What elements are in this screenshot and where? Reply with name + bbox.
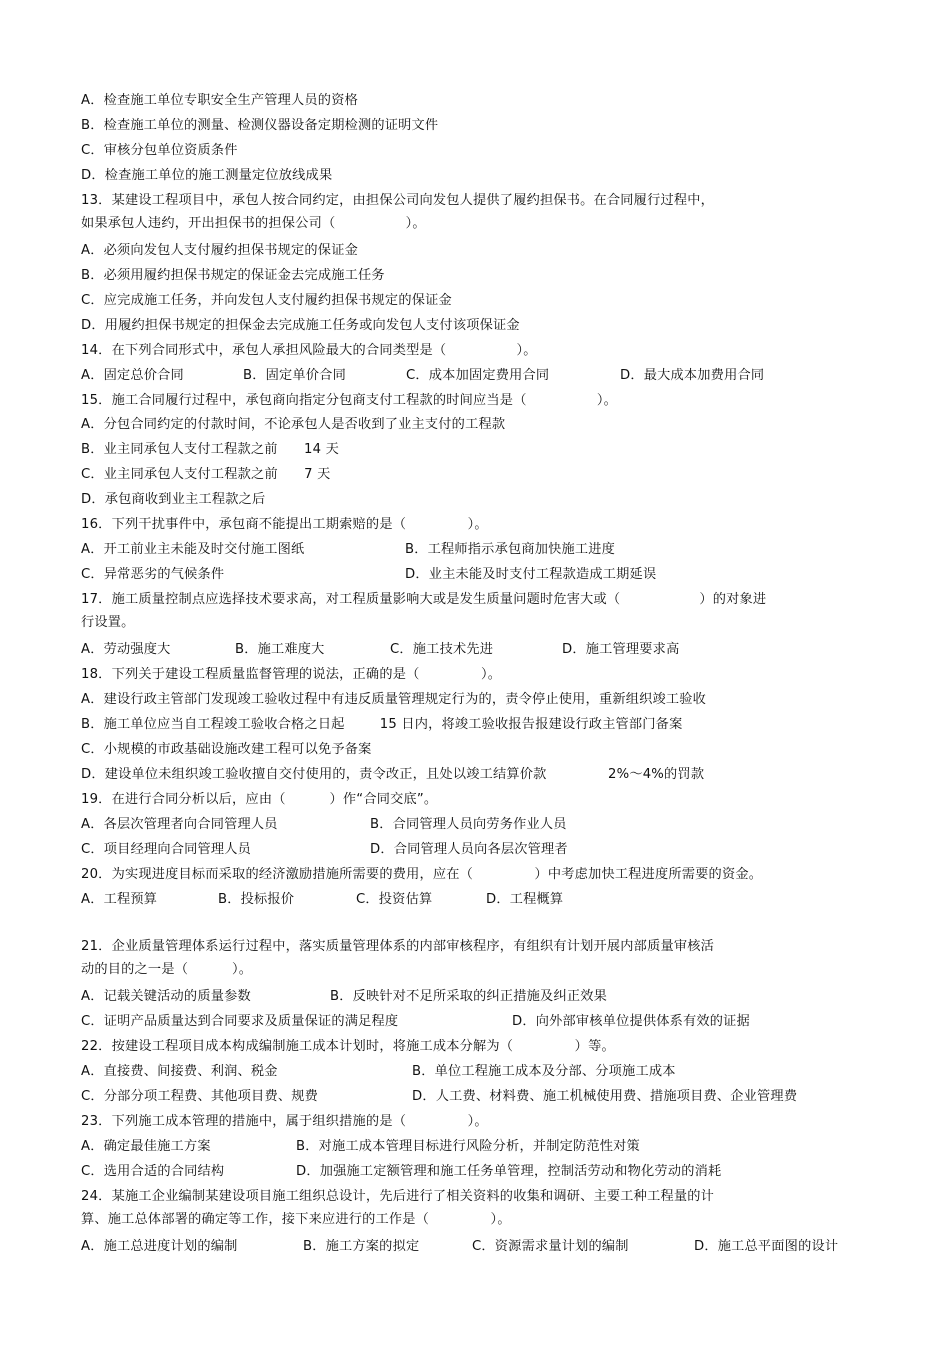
option-line: B．施工单位应当自工程竣工验收合格之日起 15 日内，将竣工验收报告报建设行政主管部门备案 <box>81 717 683 732</box>
q17-option-a: A．劳动强度大 <box>81 642 171 657</box>
q22-option-d: D．人工费、材料费、施工机械使用费、措施项目费、企业管理费 <box>412 1089 798 1104</box>
question-19-stem: 19．在进行合同分析以后，应由（ ）作“合同交底”。 <box>81 792 438 807</box>
q21-option-c: C．证明产品质量达到合同要求及质量保证的满足程度 <box>81 1014 399 1029</box>
question-13-stem-cont: 如果承包人违约，开出担保书的担保公司（ ）。 <box>81 216 426 231</box>
option-line: D．用履约担保书规定的担保金去完成施工任务或向发包人支付该项保证金 <box>81 318 520 333</box>
q20-option-a: A．工程预算 <box>81 892 158 907</box>
question-21-stem-cont: 动的目的之一是（ ）。 <box>81 962 253 977</box>
q24-option-c: C．资源需求量计划的编制 <box>472 1239 629 1254</box>
q22-option-a: A．直接费、间接费、利润、税金 <box>81 1064 278 1079</box>
q21-option-a: A．记载关键活动的质量参数 <box>81 989 251 1004</box>
option-line: B．检查施工单位的测量、检测仪器设备定期检测的证明文件 <box>81 118 439 133</box>
q23-option-d: D．加强施工定额管理和施工任务单管理，控制活劳动和物化劳动的消耗 <box>296 1164 722 1179</box>
question-20-stem: 20．为实现进度目标而采取的经济激励措施所需要的费用，应在（ ）中考虑加快工程进度所需要的资金。 <box>81 867 763 882</box>
q23-option-b: B．对施工成本管理目标进行风险分析，并制定防范性对策 <box>296 1139 640 1154</box>
q17-option-c: C．施工技术先进 <box>390 642 494 657</box>
q14-option-c: C．成本加固定费用合同 <box>406 368 550 383</box>
question-15-stem: 15．施工合同履行过程中，承包商向指定分包商支付工程款的时间应当是（ ）。 <box>81 393 618 408</box>
q22-option-c: C．分部分项工程费、其他项目费、规费 <box>81 1089 318 1104</box>
question-13-stem: 13．某建设工程项目中，承包人按合同约定，由担保公司向发包人提供了履约担保书。在合同履行过程中， <box>81 193 715 208</box>
question-24-stem: 24．某施工企业编制某建设项目施工组织总设计，先后进行了相关资料的收集和调研、主要工种工程量的计 <box>81 1189 715 1204</box>
q17-option-b: B．施工难度大 <box>235 642 325 657</box>
option-line: A．分包合同约定的付款时间，不论承包人是否收到了业主支付的工程款 <box>81 417 506 432</box>
option-line: C．小规模的市政基础设施改建工程可以免予备案 <box>81 742 372 757</box>
question-23-stem: 23．下列施工成本管理的措施中，属于组织措施的是（ ）。 <box>81 1114 488 1129</box>
q14-option-a: A．固定总价合同 <box>81 368 184 383</box>
q19-option-c: C．项目经理向合同管理人员 <box>81 842 252 857</box>
q17-option-d: D．施工管理要求高 <box>562 642 680 657</box>
q20-option-d: D．工程概算 <box>486 892 564 907</box>
q20-option-c: C．投资估算 <box>356 892 433 907</box>
q16-option-a: A．开工前业主未能及时交付施工图纸 <box>81 542 305 557</box>
question-18-stem: 18．下列关于建设工程质量监督管理的说法，正确的是（ ）。 <box>81 667 502 682</box>
option-line: D．建设单位未组织竣工验收擅自交付使用的，责令改正，且处以竣工结算价款 2%～4%的罚款 <box>81 767 705 782</box>
question-17-stem: 17．施工质量控制点应选择技术要求高，对工程质量影响大或是发生质量问题时危害大或（ ）的对象进 <box>81 592 767 607</box>
q23-option-c: C．选用合适的合同结构 <box>81 1164 225 1179</box>
q24-option-b: B．施工方案的拟定 <box>303 1239 420 1254</box>
q19-option-b: B．合同管理人员向劳务作业人员 <box>370 817 567 832</box>
question-24-stem-cont: 算、施工总体部署的确定等工作，接下来应进行的工作是（ ）。 <box>81 1212 511 1227</box>
option-line: B．业主同承包人支付工程款之前 14 天 <box>81 442 339 457</box>
q23-option-a: A．确定最佳施工方案 <box>81 1139 211 1154</box>
option-line: C．业主同承包人支付工程款之前 7 天 <box>81 467 331 482</box>
q22-option-b: B．单位工程施工成本及分部、分项施工成本 <box>412 1064 676 1079</box>
q20-option-b: B．投标报价 <box>218 892 295 907</box>
option-line: A．检查施工单位专职安全生产管理人员的资格 <box>81 93 358 108</box>
q19-option-a: A．各层次管理者向合同管理人员 <box>81 817 278 832</box>
question-22-stem: 22．按建设工程项目成本构成编制施工成本计划时，将施工成本分解为（ ）等。 <box>81 1039 615 1054</box>
q14-option-b: B．固定单价合同 <box>243 368 346 383</box>
q16-option-b: B．工程师指示承包商加快施工进度 <box>405 542 616 557</box>
option-line: C．审核分包单位资质条件 <box>81 143 238 158</box>
q14-option-d: D．最大成本加费用合同 <box>620 368 765 383</box>
q21-option-d: D．向外部审核单位提供体系有效的证据 <box>512 1014 750 1029</box>
option-line: D．承包商收到业主工程款之后 <box>81 492 266 507</box>
option-line: D．检查施工单位的施工测量定位放线成果 <box>81 168 333 183</box>
option-line: B．必须用履约担保书规定的保证金去完成施工任务 <box>81 268 385 283</box>
q21-option-b: B．反映针对不足所采取的纠正措施及纠正效果 <box>330 989 607 1004</box>
question-17-stem-cont: 行设置。 <box>81 615 135 630</box>
q16-option-c: C．异常恶劣的气候条件 <box>81 567 225 582</box>
q24-option-d: D．施工总平面图的设计 <box>694 1239 839 1254</box>
option-line: A．必须向发包人支付履约担保书规定的保证金 <box>81 243 358 258</box>
q19-option-d: D．合同管理人员向各层次管理者 <box>370 842 568 857</box>
option-line: A．建设行政主管部门发现竣工验收过程中有违反质量管理规定行为的，责令停止使用，重新组织竣工验收 <box>81 692 707 707</box>
question-16-stem: 16．下列干扰事件中，承包商不能提出工期索赔的是（ ）。 <box>81 517 488 532</box>
q16-option-d: D．业主未能及时支付工程款造成工期延误 <box>405 567 657 582</box>
option-line: C．应完成施工任务，并向发包人支付履约担保书规定的保证金 <box>81 293 452 308</box>
question-21-stem: 21．企业质量管理体系运行过程中，落实质量管理体系的内部审核程序，有组织有计划开展内部质量审核活 <box>81 939 715 954</box>
question-14-stem: 14．在下列合同形式中，承包人承担风险最大的合同类型是（ ）。 <box>81 343 537 358</box>
q24-option-a: A．施工总进度计划的编制 <box>81 1239 238 1254</box>
